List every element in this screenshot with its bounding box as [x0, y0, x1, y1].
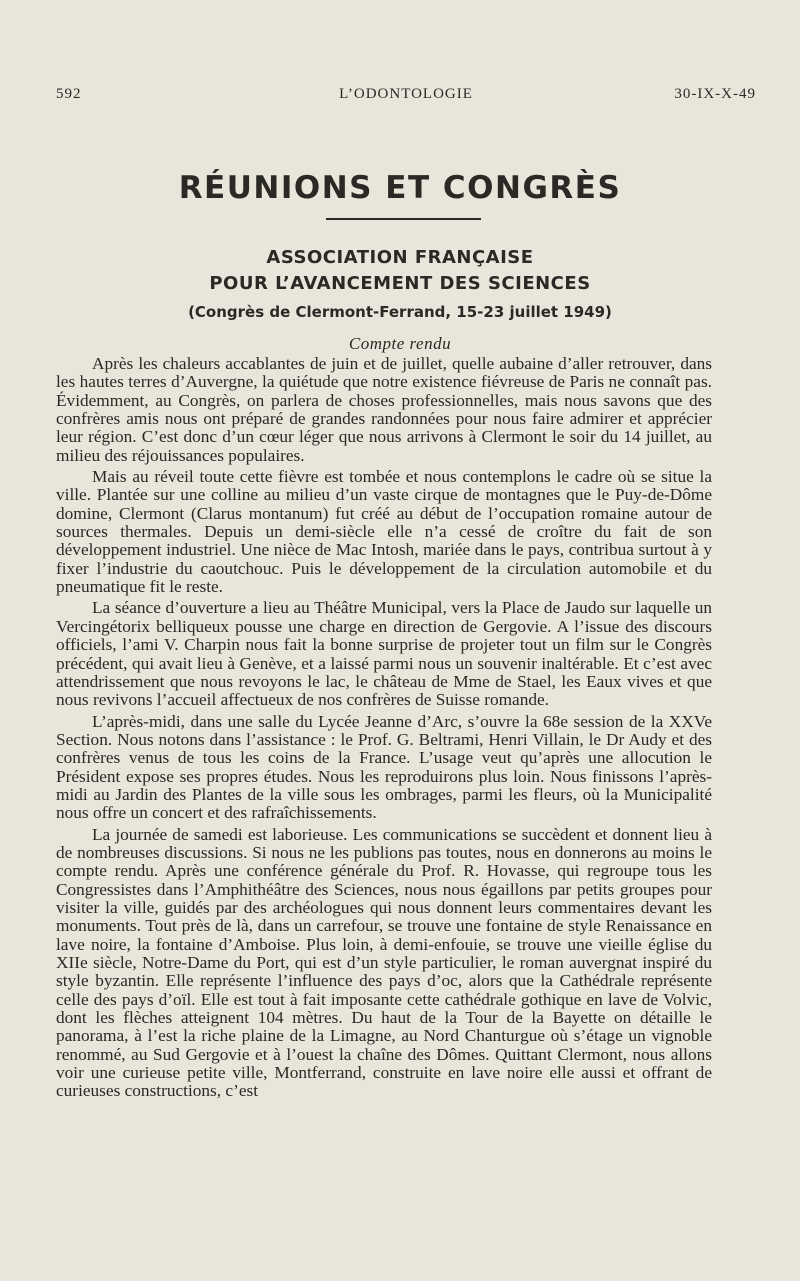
paragraph-5: La journée de samedi est laborieuse. Les communications se succèdent et donnent lieu à de nombreuses discussions. Si nous ne les publions pas toutes, nous en donnerons au moins le compte rendu. Après une conférence générale du Prof. R. Hovasse, qui regroupe tous les Congressistes dans l’Amphithéâtre des Sciences, nous nous égaillons par petits groupes pour visiter la ville, guidés par des archéologues qui nous donnent leurs commentaires devant les monuments. Tout près de là, dans un carrefour, se trouve une fontaine de style Renaissance en lave noire, la fontaine d’Amboise. Plus loin, à demi-enfouie, se trouve une vieille église du XIIe siècle, Notre-Dame du Port, qui est d’un style particulier, le roman auvergnat inspiré du style byzantin. Elle représente l’influence des pays d’oc, alors que la Cathédrale représente celle des pays d’oïl. Elle est tout à fait imposante cette cathédrale gothique en lave de Volvic, dont les flèches atteignent 104 mètres. Du haut de la Tour de la Bayette on détaille le panorama, à l’est la riche plaine de la Limagne, au Nord Chanturgue où s’étage un vignoble renommé, au Sud Gergovie et à l’ouest la chaîne des Dômes. Quittant Clermont, nous allons voir une curieuse petite ville, Montferrand, construite en lave noire elle aussi et offrant de curieuses constructions, c’est — [56, 824, 712, 1101]
paragraph-3: La séance d’ouverture a lieu au Théâtre Municipal, vers la Place de Jaudo sur laquelle un Vercingétorix belliqueux pousse une charge en direction de Gergovie. A l’issue des discours officiels, l’ami V. Charpin nous fait la bonne surprise de projeter tout un film sur le Congrès précédent, qui avait lieu à Genève, et a laissé parmi nous un souvenir inaltérable. Et c’est avec attendrissement que nous revoyons le lac, le château de Mme de Stael, les Eaux vives et que nous revivons l’accueil affectueux de nos confrères de Suisse romande. — [56, 598, 712, 710]
paragraph-2: Mais au réveil toute cette fièvre est tombée et nous contemplons le cadre où se situe la ville. Plantée sur une colline au milieu d’un vaste cirque de montagnes que le Puy-de-Dôme domine, Clermont (Clarus montanum) fut créé au début de l’occupation romaine autour de sources thermales. Depuis un demi-siècle elle n’a cessé de croître du fait de son développement industriel. Une nièce de Mac Intosh, mariée dans le pays, contribua surtout à y fixer l’industrie du caoutchouc. Puis le développement de la circulation automobile et du pneumatique fit le reste. — [56, 467, 712, 597]
article-body — [56, 355, 712, 1101]
issue-date: 30-IX-X-49 — [674, 86, 756, 102]
title-divider — [326, 218, 481, 220]
running-head — [56, 86, 756, 108]
congress-info: (Congrès de Clermont-Ferrand, 15-23 juillet 1949) — [188, 303, 612, 321]
article-heading-line-2: POUR L’AVANCEMENT DES SCIENCES — [209, 273, 591, 294]
section-title: RÉUNIONS ET CONGRÈS — [178, 170, 622, 206]
paragraph-4: L’après-midi, dans une salle du Lycée Jeanne d’Arc, s’ouvre la 68e session de la XXVe Section. Nous notons dans l’assistance : le Prof. G. Beltrami, Henri Villain, le Dr Audy et des confrères venus de tous les coins de la France. L’usage veut qu’après une allocution le Président expose ses propres études. Nous les reproduirons plus loin. Nous finissons l’après-midi au Jardin des Plantes de la ville sous les ombrages, parmi les fleurs, où la Municipalité nous offre un concert et des rafraîchissements. — [56, 711, 712, 823]
article-subtitle: Compte rendu — [348, 334, 452, 353]
journal-title: L’ODONTOLOGIE — [339, 86, 473, 102]
paragraph-1: Après les chaleurs accablantes de juin et de juillet, quelle aubaine d’aller retrouver, dans les hautes terres d’Auvergne, la quiétude que notre existence fiévreuse de Paris ne connaît pas. Évidemment, au Congrès, on parlera de choses professionnelles, mais nous savons que des confrères amis nous ont préparé de grandes randonnées pour nous faire admirer et apprécier leur région. C’est donc d’un cœur léger que nous arrivons à Clermont le soir du 14 juillet, au milieu des réjouissances populaires. — [56, 354, 712, 465]
article-heading-line-1: ASSOCIATION FRANÇAISE — [266, 247, 534, 268]
page-number: 592 — [56, 86, 82, 102]
